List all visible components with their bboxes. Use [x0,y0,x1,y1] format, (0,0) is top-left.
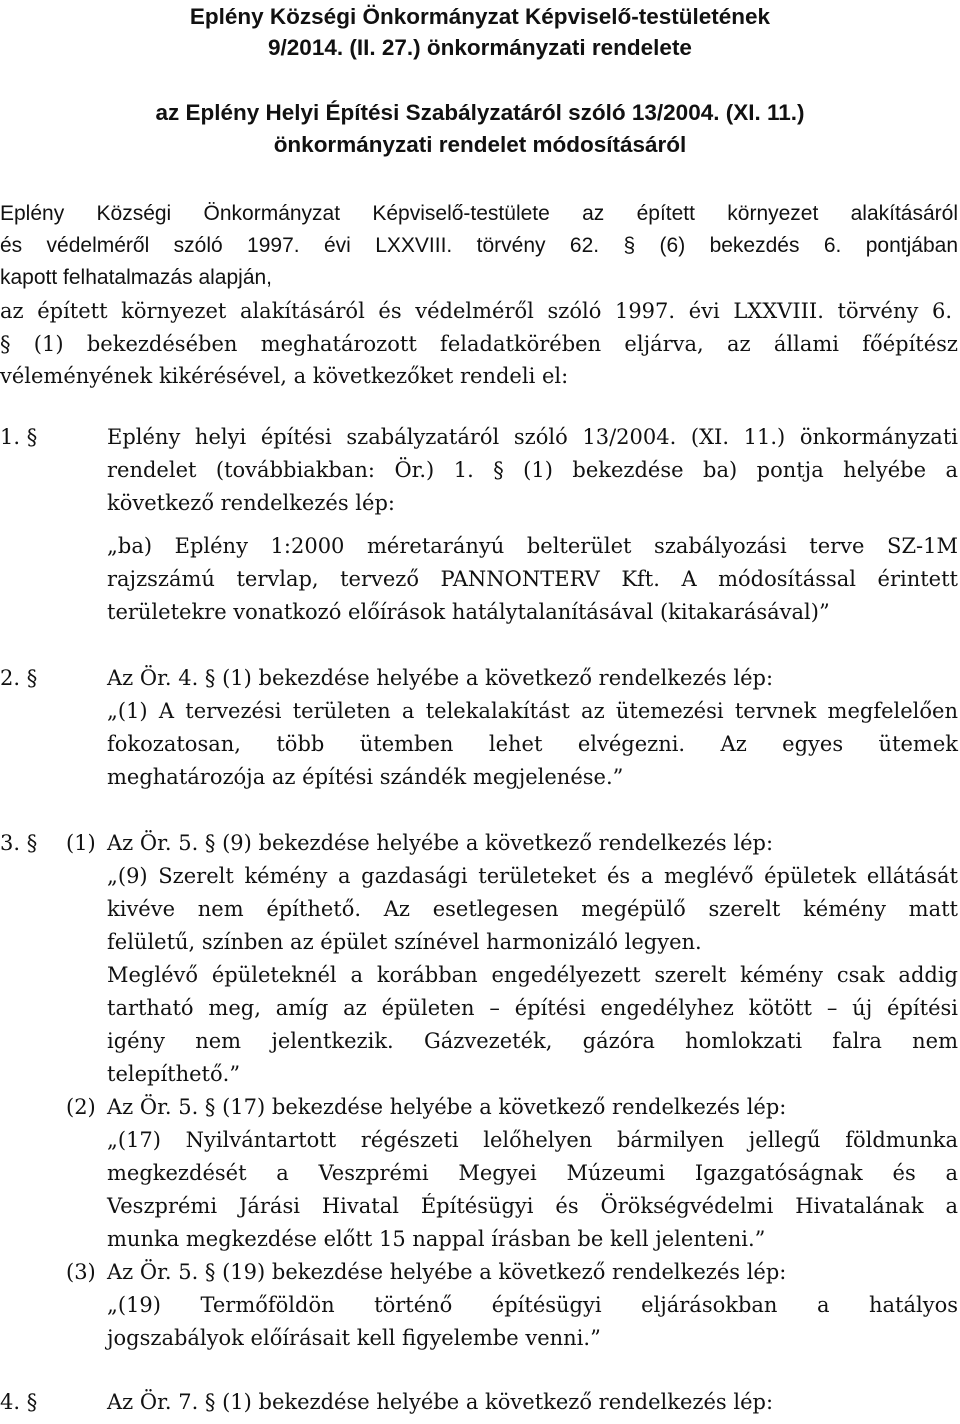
section-line: rendelet (továbbiakban: Ör.) 1. § (1) bekezdése ba) pontja helyébe a [107,458,958,482]
preamble-line: kapott felhatalmazás alapján, [0,266,273,289]
section-line: „ba) Eplény 1:2000 méretarányú belterület szabályozási terve SZ-1M [107,534,958,558]
section-line: területekre vonatkozó előírások hatálytalanításával (kitakarásával)” [107,600,830,624]
section-line: rajzszámú tervlap, tervező PANNONTERV Kft. A módosítással érintett [107,567,958,591]
section-line: Az Ör. 5. § (19) bekezdése helyébe a következő rendelkezés lép: [107,1260,787,1284]
preamble-line: Eplény Községi Önkormányzat Képviselő-testülete az épített környezet alakításáról [0,202,958,225]
section-line: „(9) Szerelt kémény a gazdasági területeket és a meglévő épületek ellátását [107,864,958,888]
section-number: 3. § [0,831,38,855]
section-line: Meglévő épületeknél a korábban engedélyezett szerelt kémény csak addig [107,963,958,987]
section-line: munka megkezdése előtt 15 nappal írásban be kell jelenteni.” [107,1227,766,1251]
section-line: Eplény helyi építési szabályzatáról szóló 13/2004. (XI. 11.) önkormányzati [107,425,958,449]
section-number: 1. § [0,425,38,449]
title-line-2: 9/2014. (II. 27.) önkormányzati rendelete [268,35,692,60]
subsection-label: (1) [66,831,96,855]
title-line-1: Eplény Községi Önkormányzat Képviselő-testületének [189,4,771,29]
section-line: meghatározója az építési szándék megjelenése.” [107,765,624,789]
section-line: fokozatosan, több ütemben lehet elvégezni. Az egyes ütemek [107,732,958,756]
section-line: jogszabályok előírásait kell figyelembe venni.” [107,1326,601,1350]
section-line: Az Ör. 4. § (1) bekezdése helyébe a következő rendelkezés lép: [107,666,774,690]
title-line-4: önkormányzati rendelet módosításáról [273,132,687,157]
section-line: tartható meg, amíg az épületen – építési engedélyhez kötött – új építési [107,996,958,1020]
preamble-line: véleményének kikérésével, a következőket rendeli el: [0,364,569,388]
section-line: „(17) Nyilvántartott régészeti lelőhelyen bármilyen jellegű földmunka [107,1128,958,1152]
section-number: 2. § [0,666,38,690]
section-line: felületű, színben az épület színével harmonizáló legyen. [107,930,702,954]
subsection-label: (2) [66,1095,96,1119]
section-line: „(1) A tervezési területen a telekalakítást az ütemezési tervnek megfelelően [107,699,958,723]
preamble-line: § (1) bekezdésében meghatározott feladatkörében eljárva, az állami főépítész [0,332,958,356]
section-line: megkezdését a Veszprémi Megyei Múzeumi Igazgatóságnak és a [107,1161,958,1185]
section-line: „(19) Termőföldön történő építésügyi eljárásokban a hatályos [107,1293,958,1317]
section-number: 4. § [0,1390,38,1414]
section-line: következő rendelkezés lép: [107,491,395,515]
section-line: igény nem jelentkezik. Gázvezeték, gázóra homlokzati falra nem [107,1029,958,1053]
preamble-line: és védelméről szóló 1997. évi LXXVIII. törvény 62. § (6) bekezdés 6. pontjában [0,234,958,257]
preamble-line: az épített környezet alakításáról és védelméről szóló 1997. évi LXXVIII. törvény 6. [0,299,952,323]
section-line: Az Ör. 7. § (1) bekezdése helyébe a következő rendelkezés lép: [107,1390,774,1414]
subsection-label: (3) [66,1260,96,1284]
title-line-3: az Eplény Helyi Építési Szabályzatáról szóló 13/2004. (XI. 11.) [155,100,805,125]
section-line: kivéve nem építhető. Az esetlegesen megépülő szerelt kémény matt [107,897,958,921]
section-line: Veszprémi Járási Hivatal Építésügyi és Örökségvédelmi Hivatalának a [107,1194,958,1218]
section-line: Az Ör. 5. § (17) bekezdése helyébe a következő rendelkezés lép: [107,1095,787,1119]
section-line: Az Ör. 5. § (9) bekezdése helyébe a következő rendelkezés lép: [107,831,774,855]
section-line: telepíthető.” [107,1062,241,1086]
